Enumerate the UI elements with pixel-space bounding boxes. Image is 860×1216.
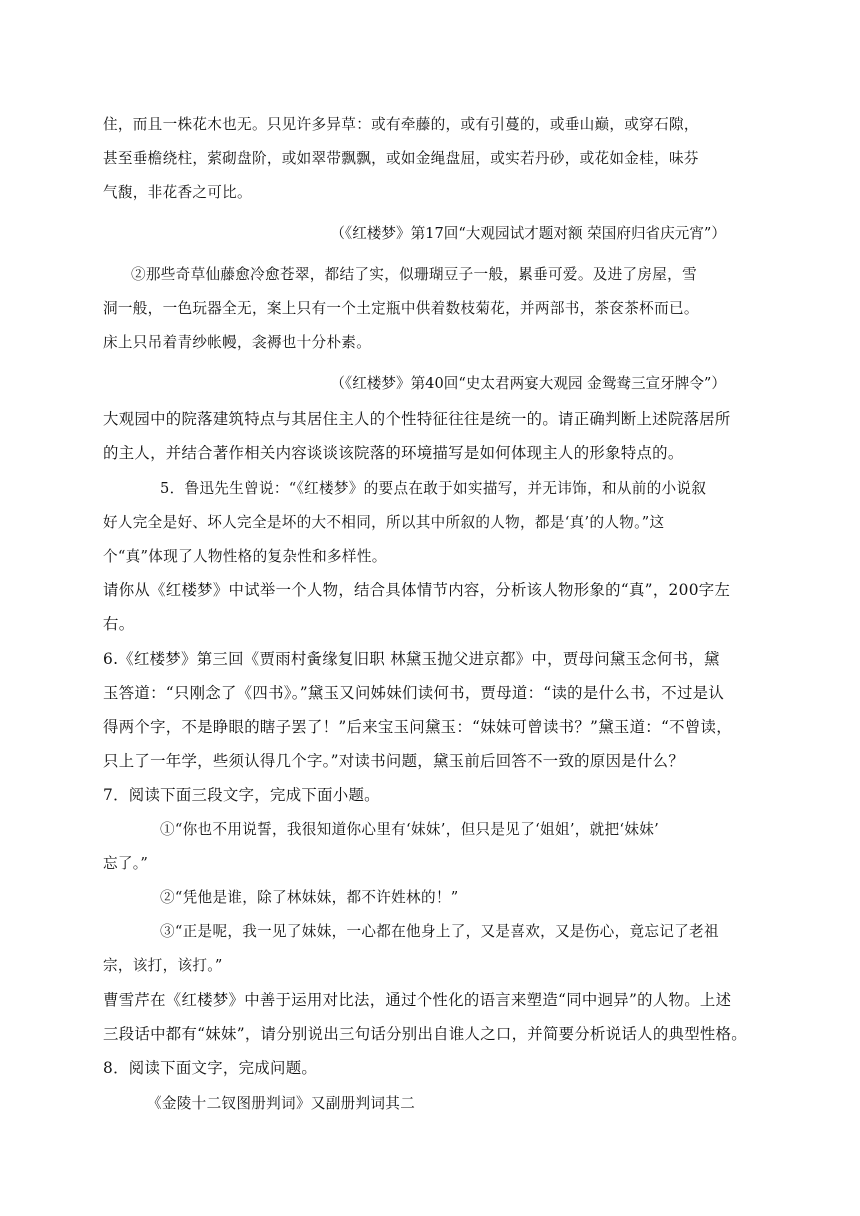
q5-line-2: 好人完全是好、坏人完全是坏的大不相同，所以其中所叙的人物，都是‘真’的人物。”这 (103, 514, 665, 531)
passage-a-source: （《红楼梦》第17回“大观园试才题对额 荣国府归省庆元宵”） (330, 225, 726, 242)
q8-poem-title: 《金陵十二钗图册判词》又副册判词其二 (147, 1095, 416, 1112)
q7-quote-3-line-1: ③“正是呢，我一见了妹妹，一心都在他身上了，又是喜欢，又是伤心，竟忘记了老祖 (160, 923, 719, 940)
q6-line-3: 得两个字，不是睁眼的瞎子罢了！”后来宝玉问黛玉：“妹妹可曾读书？”黛玉道：“不曾读， (103, 718, 732, 736)
passage-a-line-1: 住，而且一株花木也无。只见许多异草：或有牵藤的，或有引蔓的，或垂山巅，或穿石隙， (103, 116, 699, 133)
q7-heading: 7．阅读下面三段文字，完成下面小题。 (103, 786, 380, 804)
q6-line-4: 只上了一年学，些须认得几个字。”对读书问题，黛玉前后回答不一致的原因是什么？ (103, 752, 685, 770)
q7-quote-1-line-2: 忘了。” (103, 855, 149, 872)
q7-quote-2: ②“凭他是谁，除了林妹妹，都不许姓林的！” (160, 889, 459, 906)
q5-line-3: 个“真”体现了人物性格的复杂性和多样性。 (103, 548, 387, 565)
passage-a-line-3: 气馥，非花香之可比。 (103, 184, 252, 201)
q7-quote-3-line-2: 宗，该打，该打。” (103, 957, 223, 974)
passage-a-line-2: 甚至垂檐绕柱，萦砌盘阶，或如翠带飘飘，或如金绳盘屈，或实若丹砂，或花如金桂，味芬 (103, 150, 699, 167)
q8-heading: 8．阅读下面文字，完成问题。 (103, 1059, 318, 1077)
passage-b-line-3: 床上只吊着青纱帐幔，衾褥也十分朴素。 (103, 334, 372, 351)
passage-b-line-1: ②那些奇草仙藤愈冷愈苍翠，都结了实，似珊瑚豆子一般，累垂可爱。及进了房屋，雪 (131, 266, 697, 283)
q5-line-1: 5．鲁迅先生曾说：“《红楼梦》的要点在敢于如实描写，并无讳饰，和从前的小说叙 (160, 480, 707, 497)
q6-line-1: 6.《红楼梦》第三回《贾雨村夤缘复旧职 林黛玉抛父进京都》中，贾母问黛玉念何书，黛 (103, 650, 720, 668)
q5-prompt-line-2: 右。 (103, 615, 135, 633)
q6-line-2: 玉答道：“只刚念了《四书》。”黛玉又问姊妹们读何书，贾母道：“读的是什么书，不过是认 (103, 684, 725, 702)
q7-quote-1-line-1: ①“你也不用说誓，我很知道你心里有‘妹妹’，但只是见了‘姐姐’，就把‘妹妹’ (160, 821, 660, 838)
q7-prompt-line-1: 曹雪芹在《红楼梦》中善于运用对比法，通过个性化的语言来塑造“同中迥异”的人物。上述 (103, 991, 732, 1009)
q4-prompt-line-2: 的主人，并结合著作相关内容谈谈该院落的环境描写是如何体现主人的形象特点的。 (103, 444, 684, 462)
q4-prompt-line-1: 大观园中的院落建筑特点与其居住主人的个性特征往往是统一的。请正确判断上述院落居所 (103, 410, 731, 428)
q7-prompt-line-2: 三段话中都有“妹妹”，请分别说出三句话分别出自谁人之口，并简要分析说话人的典型性格。 (103, 1025, 747, 1043)
passage-b-source: （《红楼梦》第40回“史太君两宴大观园 金鸳鸯三宣牙牌令”） (330, 375, 726, 392)
q5-prompt-line-1: 请你从《红楼梦》中试举一个人物，结合具体情节内容，分析该人物形象的“真”，200字左 (103, 581, 731, 599)
passage-b-line-2: 洞一般，一色玩器全无，案上只有一个土定瓶中供着数枝菊花，并两部书，茶奁茶杯而已。 (103, 300, 699, 317)
